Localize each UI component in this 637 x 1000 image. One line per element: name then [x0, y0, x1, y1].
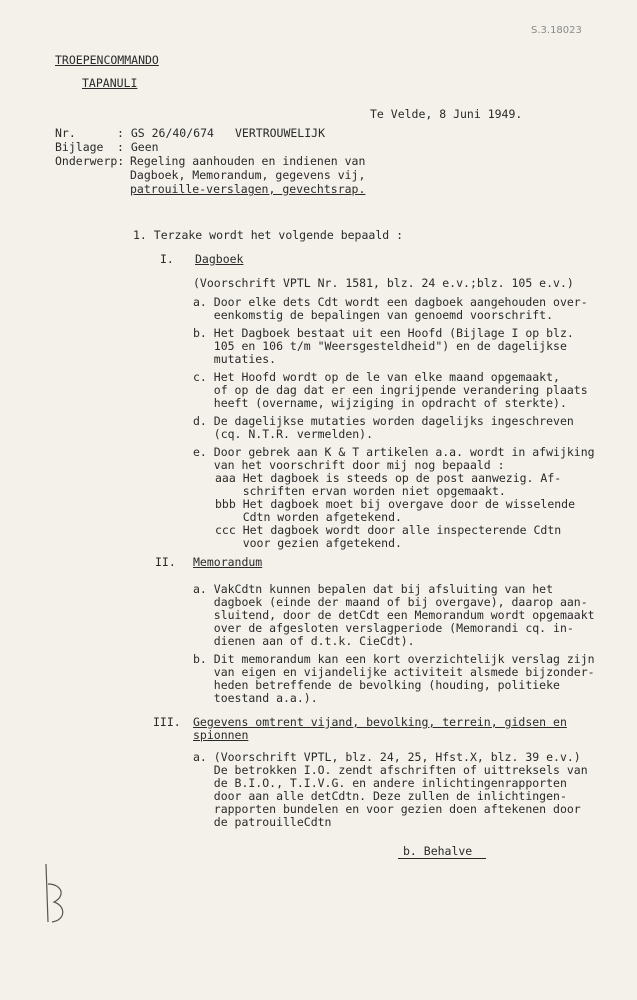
place-heading: TAPANULI — [82, 76, 138, 90]
item-line: toestand a.a.). — [193, 691, 318, 705]
item-line: heeft (overname, wijziging in opdracht of sterkte). — [193, 396, 567, 410]
item-line: (cq. N.T.R. vermelden). — [193, 427, 374, 441]
item-line: a. Door elke dets Cdt wordt een dagboek aangehouden over- — [193, 295, 588, 309]
item-line: rapporten bundelen en voor gezien doen aftekenen door — [193, 802, 581, 816]
onderwerp-line: Regeling aanhouden en indienen van — [130, 154, 366, 168]
item-line: door aan alle detCdtn. Deze zullen de inlichtingen- — [193, 789, 567, 803]
section1-title: Dagboek — [195, 252, 244, 266]
unit-heading: TROEPENCOMMANDO — [55, 53, 159, 67]
onderwerp-line: patrouille-verslagen, gevechtsrap. — [130, 182, 366, 196]
item-line: mutaties. — [193, 352, 277, 366]
item-line: heden betreffende de bevolking (houding, politieke — [193, 678, 560, 692]
item-line: over de afgesloten verslagperiode (Memorandi cq. in- — [193, 621, 574, 635]
subitem-line: Cdtn worden afgetekend. — [215, 510, 402, 524]
section1-number: I. — [160, 252, 174, 266]
item-line: dagboek (einde der maand of bij overgave), daarop aan- — [193, 595, 588, 609]
item-line: van het voorschrift door mij nog bepaald : — [193, 458, 505, 472]
item-line: de B.I.O., T.I.V.G. en andere inlichtingenrapporten — [193, 776, 567, 790]
subitem-line: ccc Het dagboek wordt door alle inspecterende Cdtn — [215, 523, 562, 537]
item-line: 105 en 106 t/m "Weersgesteldheid") en de dagelijkse — [193, 339, 567, 353]
subitem-line: voor gezien afgetekend. — [215, 536, 402, 550]
intro-line: 1. Terzake wordt het volgende bepaald : — [133, 228, 404, 242]
section3-title-line: spionnen — [193, 728, 249, 742]
item-line: c. Het Hoofd wordt op de le van elke maand opgemaakt, — [193, 370, 560, 384]
archive-mark: S.3.18023 — [531, 25, 582, 36]
item-line: sluitend, door de detCdt een Memorandum wordt opgemaakt — [193, 608, 595, 622]
classification: VERTROUWELIJK — [235, 126, 326, 140]
section3-number: III. — [153, 715, 181, 729]
subitem-line: aaa Het dagboek is steeds op de post aanwezig. Af- — [215, 471, 562, 485]
continuation-note: b. Behalve — [403, 844, 473, 858]
item-line: e. Door gebrek aan K & T artikelen a.a. wordt in afwijking — [193, 445, 595, 459]
section2-number: II. — [155, 555, 176, 569]
item-line: b. Dit memorandum kan een kort overzichtelijk verslag zijn — [193, 652, 595, 666]
item-line: of op de dag dat er een ingrijpende verandering plaats — [193, 383, 588, 397]
subitem-line: bbb Het dagboek moet bij overgave door de wisselende — [215, 497, 576, 511]
nr-value: : GS 26/40/674 — [117, 126, 214, 140]
item-line: van eigen en vijandelijke activiteit alsmede bijzonder- — [193, 665, 595, 679]
item-line: d. De dagelijkse mutaties worden dagelijks ingeschreven — [193, 414, 574, 428]
section3-title-line: Gegevens omtrent vijand, bevolking, terrein, gidsen en — [193, 715, 567, 729]
item-line: De betrokken I.O. zendt afschriften of uittreksels van — [193, 763, 588, 777]
date-line: Te Velde, 8 Juni 1949. — [370, 107, 523, 121]
subitem-line: schriften ervan worden niet opgemaakt. — [215, 484, 506, 498]
nr-label: Nr. — [55, 126, 76, 140]
item-line: eenkomstig de bepalingen van genoemd voorschrift. — [193, 308, 554, 322]
item-line: de patrouilleCdtn — [193, 815, 332, 829]
onderwerp-line: Dagboek, Memorandum, gegevens vij, — [130, 168, 366, 182]
section1-reference: (Voorschrift VPTL Nr. 1581, blz. 24 e.v.;blz. 105 e.v.) — [193, 276, 574, 290]
section2-title: Memorandum — [193, 555, 263, 569]
bijlage-label: Bijlage — [55, 140, 104, 154]
item-line: b. Het Dagboek bestaat uit een Hoofd (Bijlage I op blz. — [193, 326, 574, 340]
onderwerp-label: Onderwerp: — [55, 154, 125, 168]
item-line: a. (Voorschrift VPTL, blz. 24, 25, Hfst.X, blz. 39 e.v.) — [193, 750, 581, 764]
item-line: a. VakCdtn kunnen bepalen dat bij afsluiting van het — [193, 582, 554, 596]
bijlage-value: : Geen — [117, 140, 159, 154]
item-line: dienen aan of d.t.k. CieCdt). — [193, 634, 415, 648]
pencil-scribble-mark — [36, 862, 76, 932]
continuation-rule — [398, 858, 486, 859]
